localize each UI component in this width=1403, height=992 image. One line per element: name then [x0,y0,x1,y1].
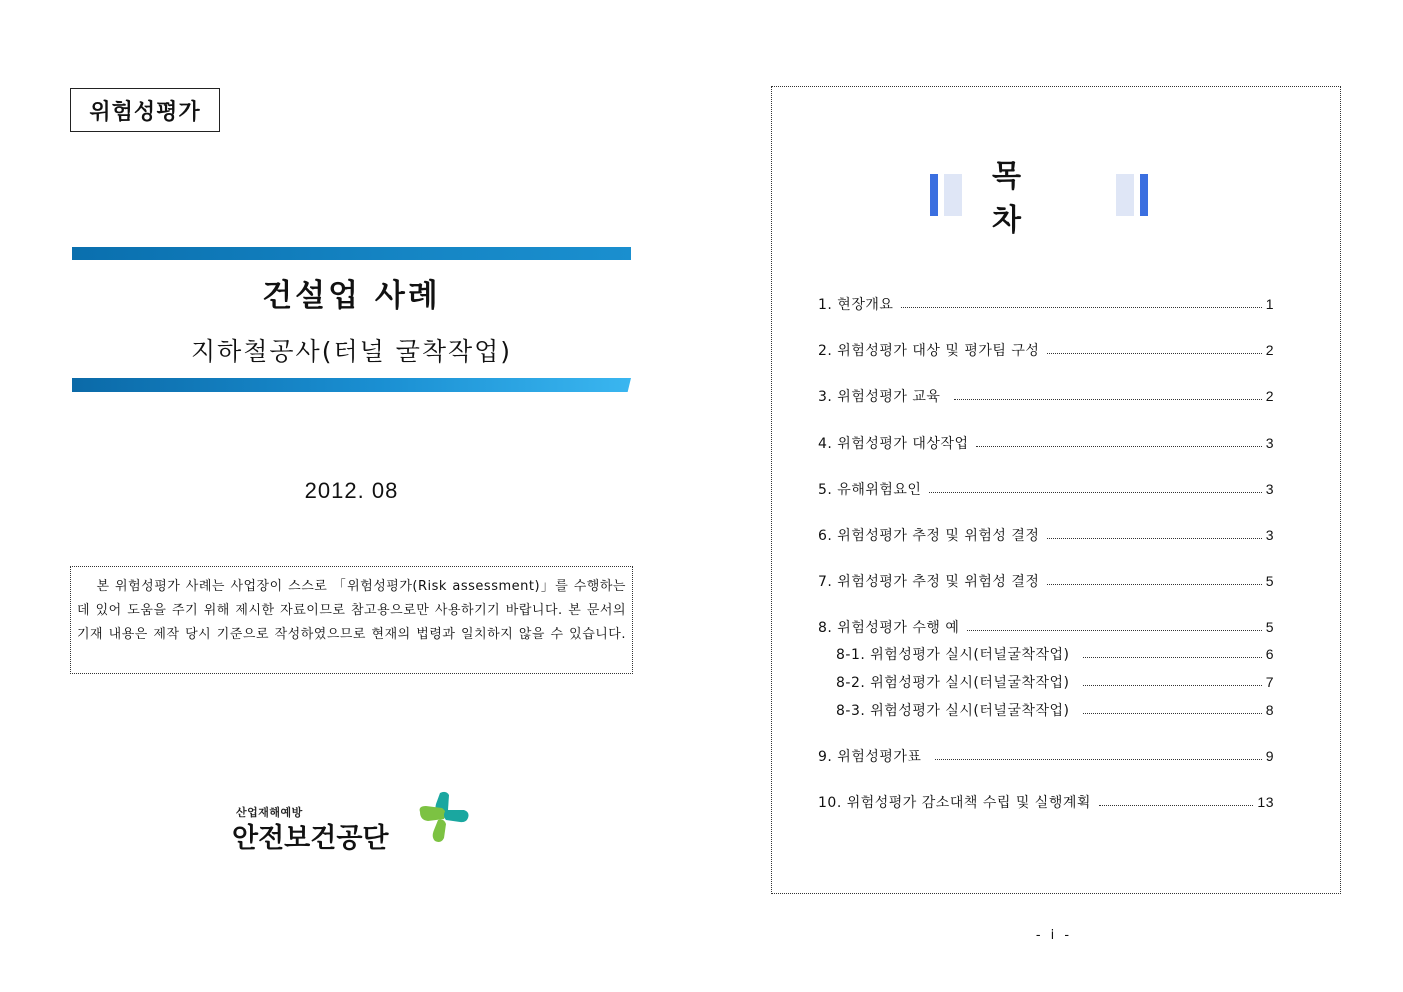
toc-item-page: 6 [1265,646,1274,662]
toc-leader [1083,685,1261,686]
toc-leader [1047,584,1261,585]
toc-item[interactable] [818,571,1274,591]
toc-item-page: 3 [1265,527,1274,543]
cross-logo-icon [418,790,470,844]
toc-item-label: 4. 위험성평가 대상작업 [818,436,969,452]
toc-item[interactable] [818,617,1274,637]
toc-item-label: 9. 위험성평가표 [818,749,922,765]
page-number: - i - [1035,928,1073,943]
toc-item-label: 2. 위험성평가 대상 및 평가팀 구성 [818,343,1040,359]
heading-accent-bar [1116,174,1134,216]
toc-item-page: 2 [1265,388,1274,404]
toc-item[interactable] [818,792,1274,812]
toc-leader [954,399,1261,400]
toc-item-page: 7 [1265,674,1274,690]
toc-leader [1083,713,1261,714]
toc-item-label: 8. 위험성평가 수행 예 [818,620,960,636]
toc-item-label: 5. 유해위험요인 [818,482,922,498]
toc-leader [1047,538,1261,539]
toc-leader [967,630,1261,631]
toc-item-page: 3 [1265,435,1274,451]
toc-item-page: 9 [1265,748,1274,764]
toc-subitem[interactable] [836,672,1274,692]
document-title: 건설업 사례 [262,278,441,314]
toc-item-label: 8-2. 위험성평가 실시(터널굴착작업) [836,675,1070,691]
logo-small-text: 산업재해예방 [236,806,303,819]
heading-accent-bar [944,174,962,216]
disclaimer-box [70,566,633,674]
toc-leader [929,492,1261,493]
toc-item[interactable] [818,479,1274,499]
toc-leader [1083,657,1261,658]
toc-item-page: 2 [1265,342,1274,358]
toc-item-page: 5 [1265,573,1274,589]
toc-leader [976,446,1261,447]
toc-item-label: 3. 위험성평가 교육 [818,389,941,405]
toc-item[interactable] [818,294,1274,314]
toc-item-label: 7. 위험성평가 추정 및 위험성 결정 [818,574,1040,590]
toc-subitem[interactable] [836,700,1274,720]
toc-item-page: 13 [1257,794,1274,810]
toc-item-page: 1 [1265,296,1274,312]
toc-subitem[interactable] [836,644,1274,664]
toc-item[interactable] [818,386,1274,406]
toc-item[interactable] [818,746,1274,766]
toc-item[interactable] [818,340,1274,360]
toc-item[interactable] [818,525,1274,545]
toc-header [930,159,1148,238]
toc-item-label: 8-1. 위험성평가 실시(터널굴착작업) [836,647,1070,663]
category-tag: 위험성평가 [70,88,220,132]
title-top-bar [72,247,631,260]
heading-accent-bar [1140,174,1148,216]
heading-accent-bar [930,174,938,216]
title-bottom-bar [72,378,631,392]
toc-item-label: 6. 위험성평가 추정 및 위험성 결정 [818,528,1040,544]
toc-leader [935,759,1261,760]
toc-item-page: 3 [1265,481,1274,497]
toc-item-label: 10. 위험성평가 감소대책 수립 및 실행계획 [818,795,1091,811]
document-subtitle: 지하철공사(터널 굴착작업) [190,337,513,366]
toc-item-page: 8 [1265,702,1274,718]
logo-big-text: 안전보건공단 [232,823,389,854]
toc-leader [1047,353,1261,354]
toc-item[interactable] [818,433,1274,453]
kosha-logo [232,790,472,852]
toc-item-label: 1. 현장개요 [818,297,894,313]
toc-item-label: 8-3. 위험성평가 실시(터널굴착작업) [836,703,1070,719]
toc-leader [1099,805,1254,806]
toc-leader [901,307,1261,308]
toc-heading: 목 차 [992,159,1051,238]
publication-date: 2012. 08 [304,478,399,503]
disclaimer-text: 본 위험성평가 사례는 사업장이 스스로 「위험성평가(Risk assessment)」를 수행하는 데 있어 도움을 주기 위해 제시한 자료이므로 참고용으로만 사용하기기 바랍니다. 본 문서의 기재 내용은 제작 당시 기준으로 작성하였으므로 현재의 법령과 일치하지 않을 수 있습니다. [77,579,626,642]
toc-item-page: 5 [1265,619,1274,635]
